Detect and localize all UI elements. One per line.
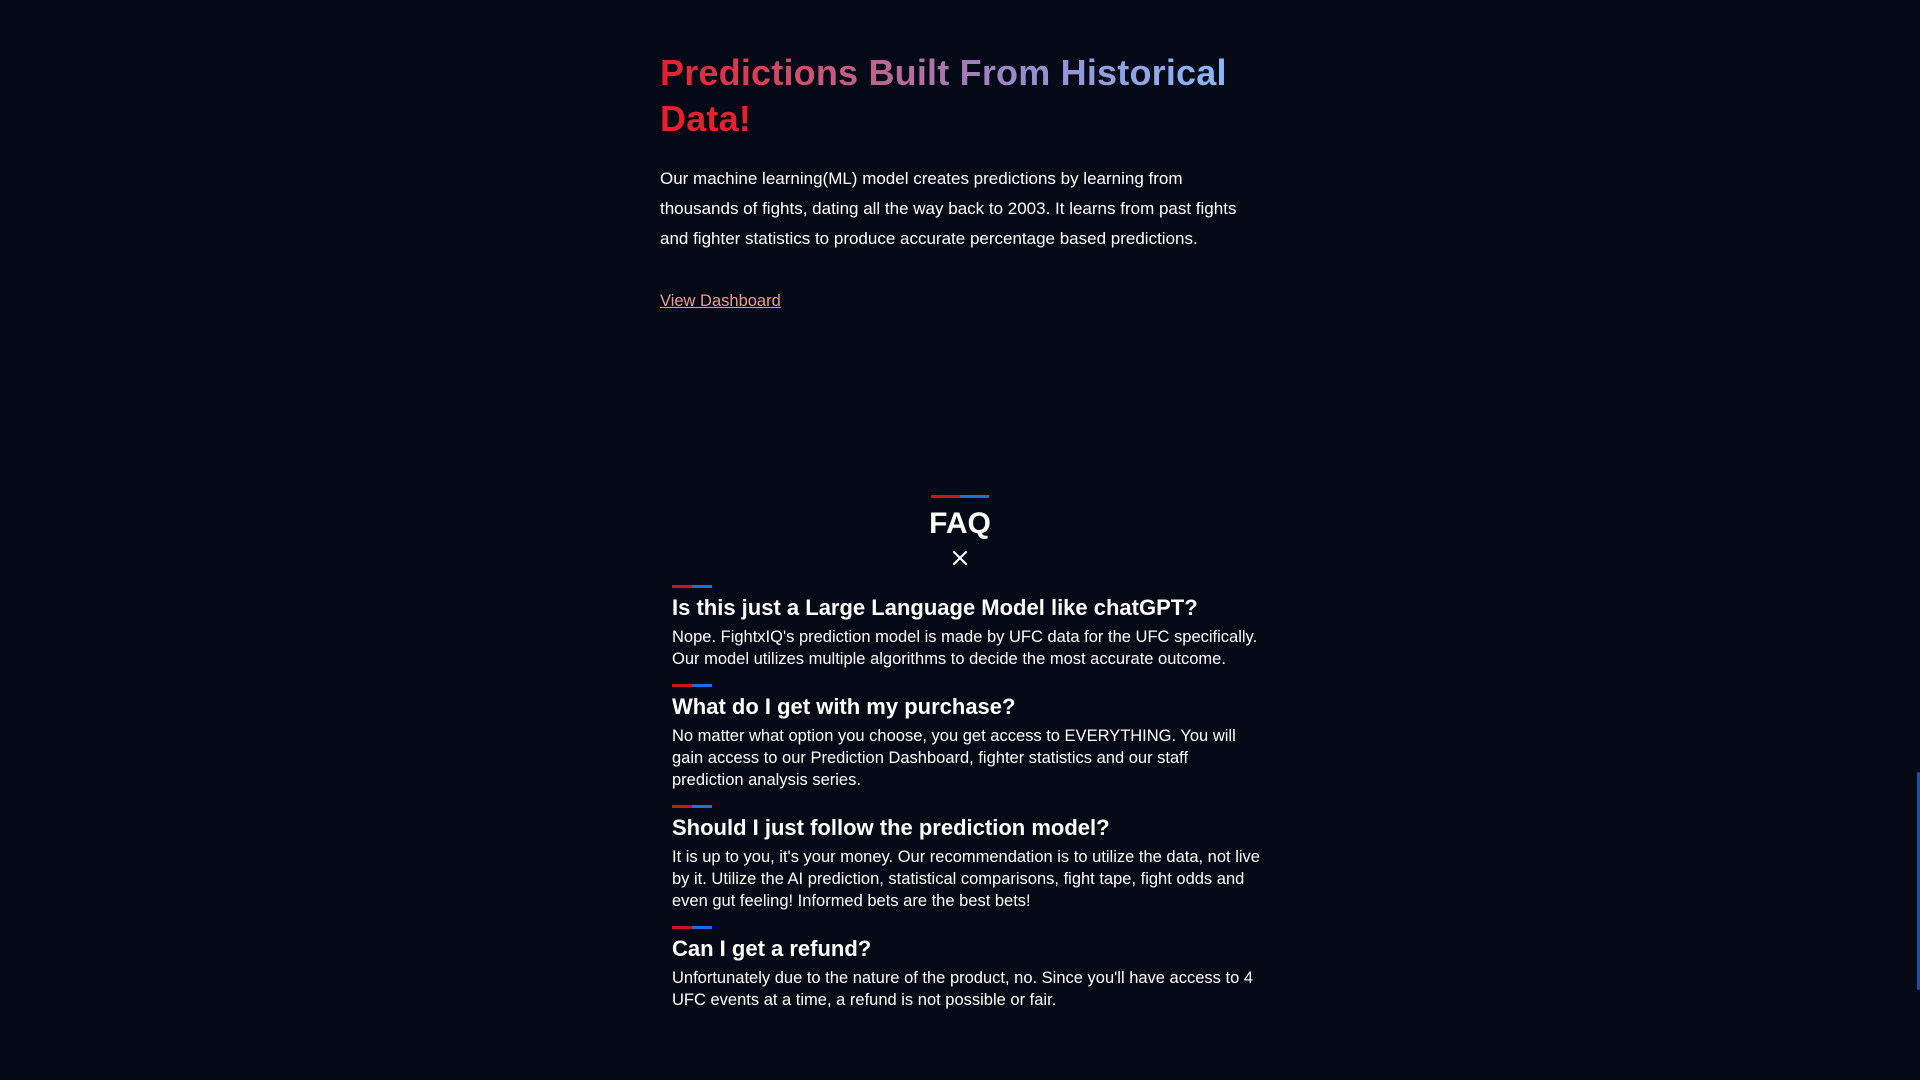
faq-list [672, 585, 1262, 1025]
view-dashboard-link[interactable]: View Dashboard [660, 292, 781, 310]
faq-title: FAQ [929, 507, 991, 540]
faq-question: What do I get with my purchase? [672, 694, 1016, 719]
faq-question: Can I get a refund? [672, 936, 872, 961]
hero-section [660, 50, 1260, 311]
faq-answer: Unfortunately due to the nature of the product, no. Since you'll have access to 4 UFC events at a time, a refund is not possible or fair. [672, 969, 1254, 1009]
hero-title-line2: Data! [660, 98, 752, 139]
close-icon[interactable] [950, 548, 970, 568]
faq-answer: It is up to you, it's your money. Our recommendation is to utilize the data, not live by it. Utilize the AI prediction, statistical comparisons, fight tape, fight odds and even gut feeling! Informed bets are the best bets! [672, 848, 1260, 910]
faq-item-accent-bar [672, 684, 712, 687]
faq-accent-bar [931, 495, 989, 498]
hero-title-line1: Predictions Built From Historical [660, 52, 1227, 93]
faq-item-accent-bar [672, 585, 712, 588]
hero-description: Our machine learning(ML) model creates predictions by learning from thousands of fights, dating all the way back to 2003. It learns from past fights and fighter statistics to produce accurate percentage based predictions. [660, 169, 1237, 248]
faq-item[interactable] [672, 926, 1262, 1011]
faq-item[interactable] [672, 585, 1262, 670]
faq-header [900, 495, 1020, 568]
faq-question: Should I just follow the prediction model? [672, 815, 1110, 840]
hero-title [660, 50, 1260, 142]
faq-item[interactable] [672, 684, 1262, 791]
faq-item[interactable] [672, 805, 1262, 912]
faq-item-accent-bar [672, 926, 712, 929]
faq-answer: No matter what option you choose, you get access to EVERYTHING. You will gain access to our Prediction Dashboard, fighter statistics and our staff prediction analysis series. [672, 727, 1236, 789]
faq-item-accent-bar [672, 805, 712, 808]
faq-question: Is this just a Large Language Model like chatGPT? [672, 595, 1198, 620]
faq-answer: Nope. FightxIQ's prediction model is made by UFC data for the UFC specifically. Our model utilizes multiple algorithms to decide the most accurate outcome. [672, 628, 1258, 668]
